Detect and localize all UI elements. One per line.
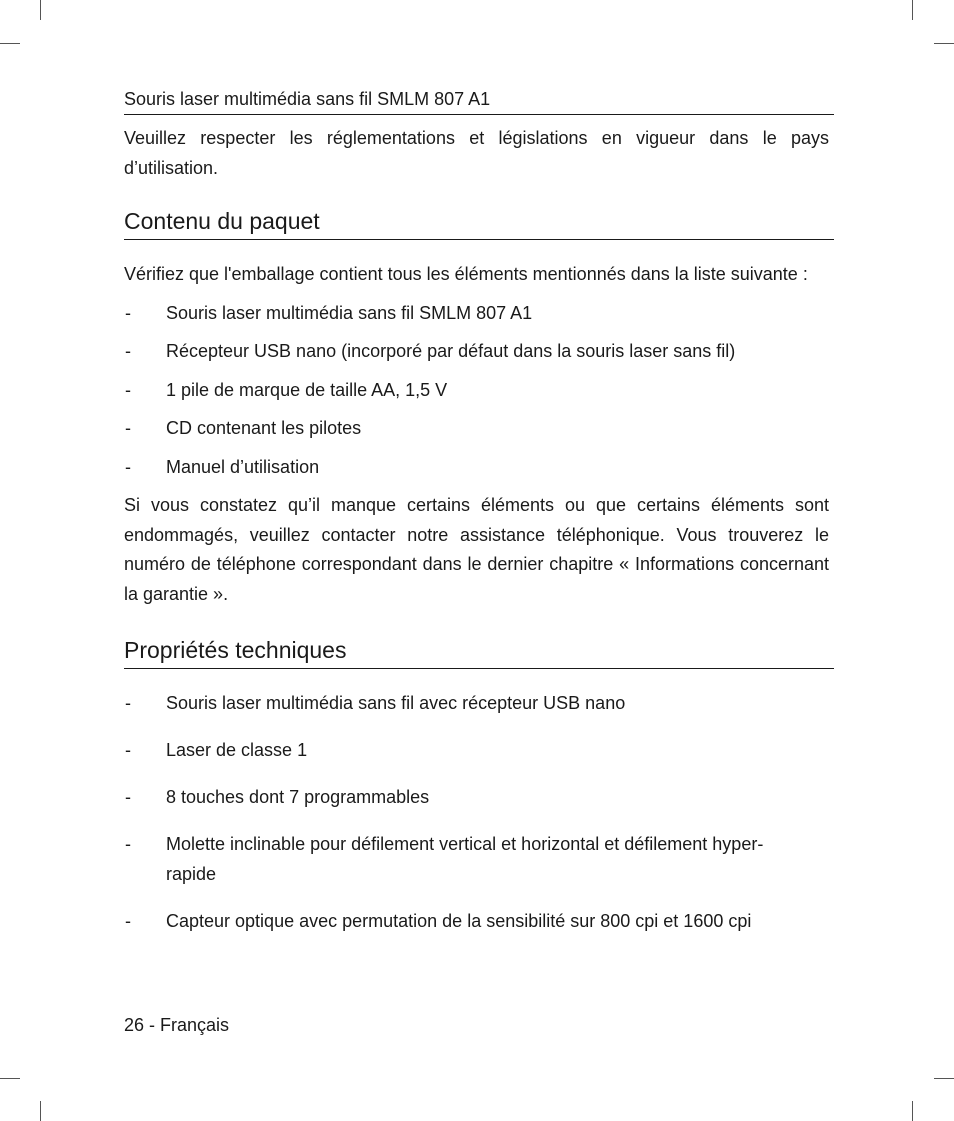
list-dash: -	[125, 693, 131, 713]
technical-properties-list	[124, 689, 834, 936]
list-dash: -	[125, 834, 131, 854]
list-dash: -	[125, 379, 131, 400]
crop-mark	[0, 1078, 20, 1079]
page-footer: 26 - Français	[124, 1015, 230, 1035]
list-item	[124, 414, 829, 444]
list-item-text: Capteur optique avec permutation de la sensibilité sur 800 cpi et 1600 cpi	[166, 910, 752, 931]
crop-mark	[0, 43, 20, 44]
list-item-text: Récepteur USB nano (incorporé par défaut dans la souris laser sans fil)	[166, 341, 736, 361]
list-dash: -	[125, 302, 131, 323]
document-page	[124, 86, 834, 954]
list-item-text: Molette inclinable pour défilement vertical et horizontal et défilement hyper-rapide	[166, 834, 764, 884]
list-dash: -	[125, 787, 131, 807]
crop-mark	[934, 1078, 954, 1079]
list-dash: -	[125, 910, 131, 931]
list-item	[124, 337, 829, 367]
package-contents-list	[124, 299, 834, 483]
list-item	[124, 453, 829, 483]
intro-paragraph: Veuillez respecter les réglementations et législations en vigueur dans le pays d’utilisation.	[124, 128, 829, 178]
list-item-text: Manuel d’utilisation	[166, 456, 320, 477]
crop-mark	[912, 0, 913, 20]
crop-mark	[934, 43, 954, 44]
crop-mark	[40, 0, 41, 20]
contenu-intro-paragraph: Vérifiez que l'emballage contient tous les éléments mentionnés dans la liste suivante :	[124, 264, 808, 284]
section-heading-contenu: Contenu du paquet	[124, 206, 834, 240]
list-item-text: Souris laser multimédia sans fil SMLM 807 A1	[166, 302, 533, 323]
section-heading-proprietes: Propriétés techniques	[124, 635, 834, 669]
list-item-text: Souris laser multimédia sans fil avec récepteur USB nano	[166, 693, 626, 713]
list-item	[124, 907, 829, 937]
crop-mark	[912, 1101, 913, 1121]
list-item	[124, 830, 829, 889]
list-item-text: 1 pile de marque de taille AA, 1,5 V	[166, 379, 448, 400]
list-dash: -	[125, 740, 131, 760]
missing-items-paragraph: Si vous constatez qu’il manque certains éléments ou que certains éléments sont endommagés, veuillez contacter notre assistance téléphonique. Vous trouverez le numéro de téléphone correspondant dans le dernier chapitre « Informations concernant la garantie ».	[124, 495, 829, 604]
list-dash: -	[125, 418, 131, 438]
list-item	[124, 783, 829, 813]
list-item-text: 8 touches dont 7 programmables	[166, 787, 430, 807]
list-item	[124, 299, 829, 329]
list-item-text: Laser de classe 1	[166, 740, 308, 760]
list-item-text: CD contenant les pilotes	[166, 418, 362, 438]
crop-mark	[40, 1101, 41, 1121]
running-header: Souris laser multimédia sans fil SMLM 807 A1	[124, 86, 834, 115]
list-item	[124, 376, 829, 406]
list-dash: -	[125, 341, 131, 361]
list-item	[124, 736, 829, 766]
list-dash: -	[125, 456, 131, 477]
list-item	[124, 689, 829, 719]
